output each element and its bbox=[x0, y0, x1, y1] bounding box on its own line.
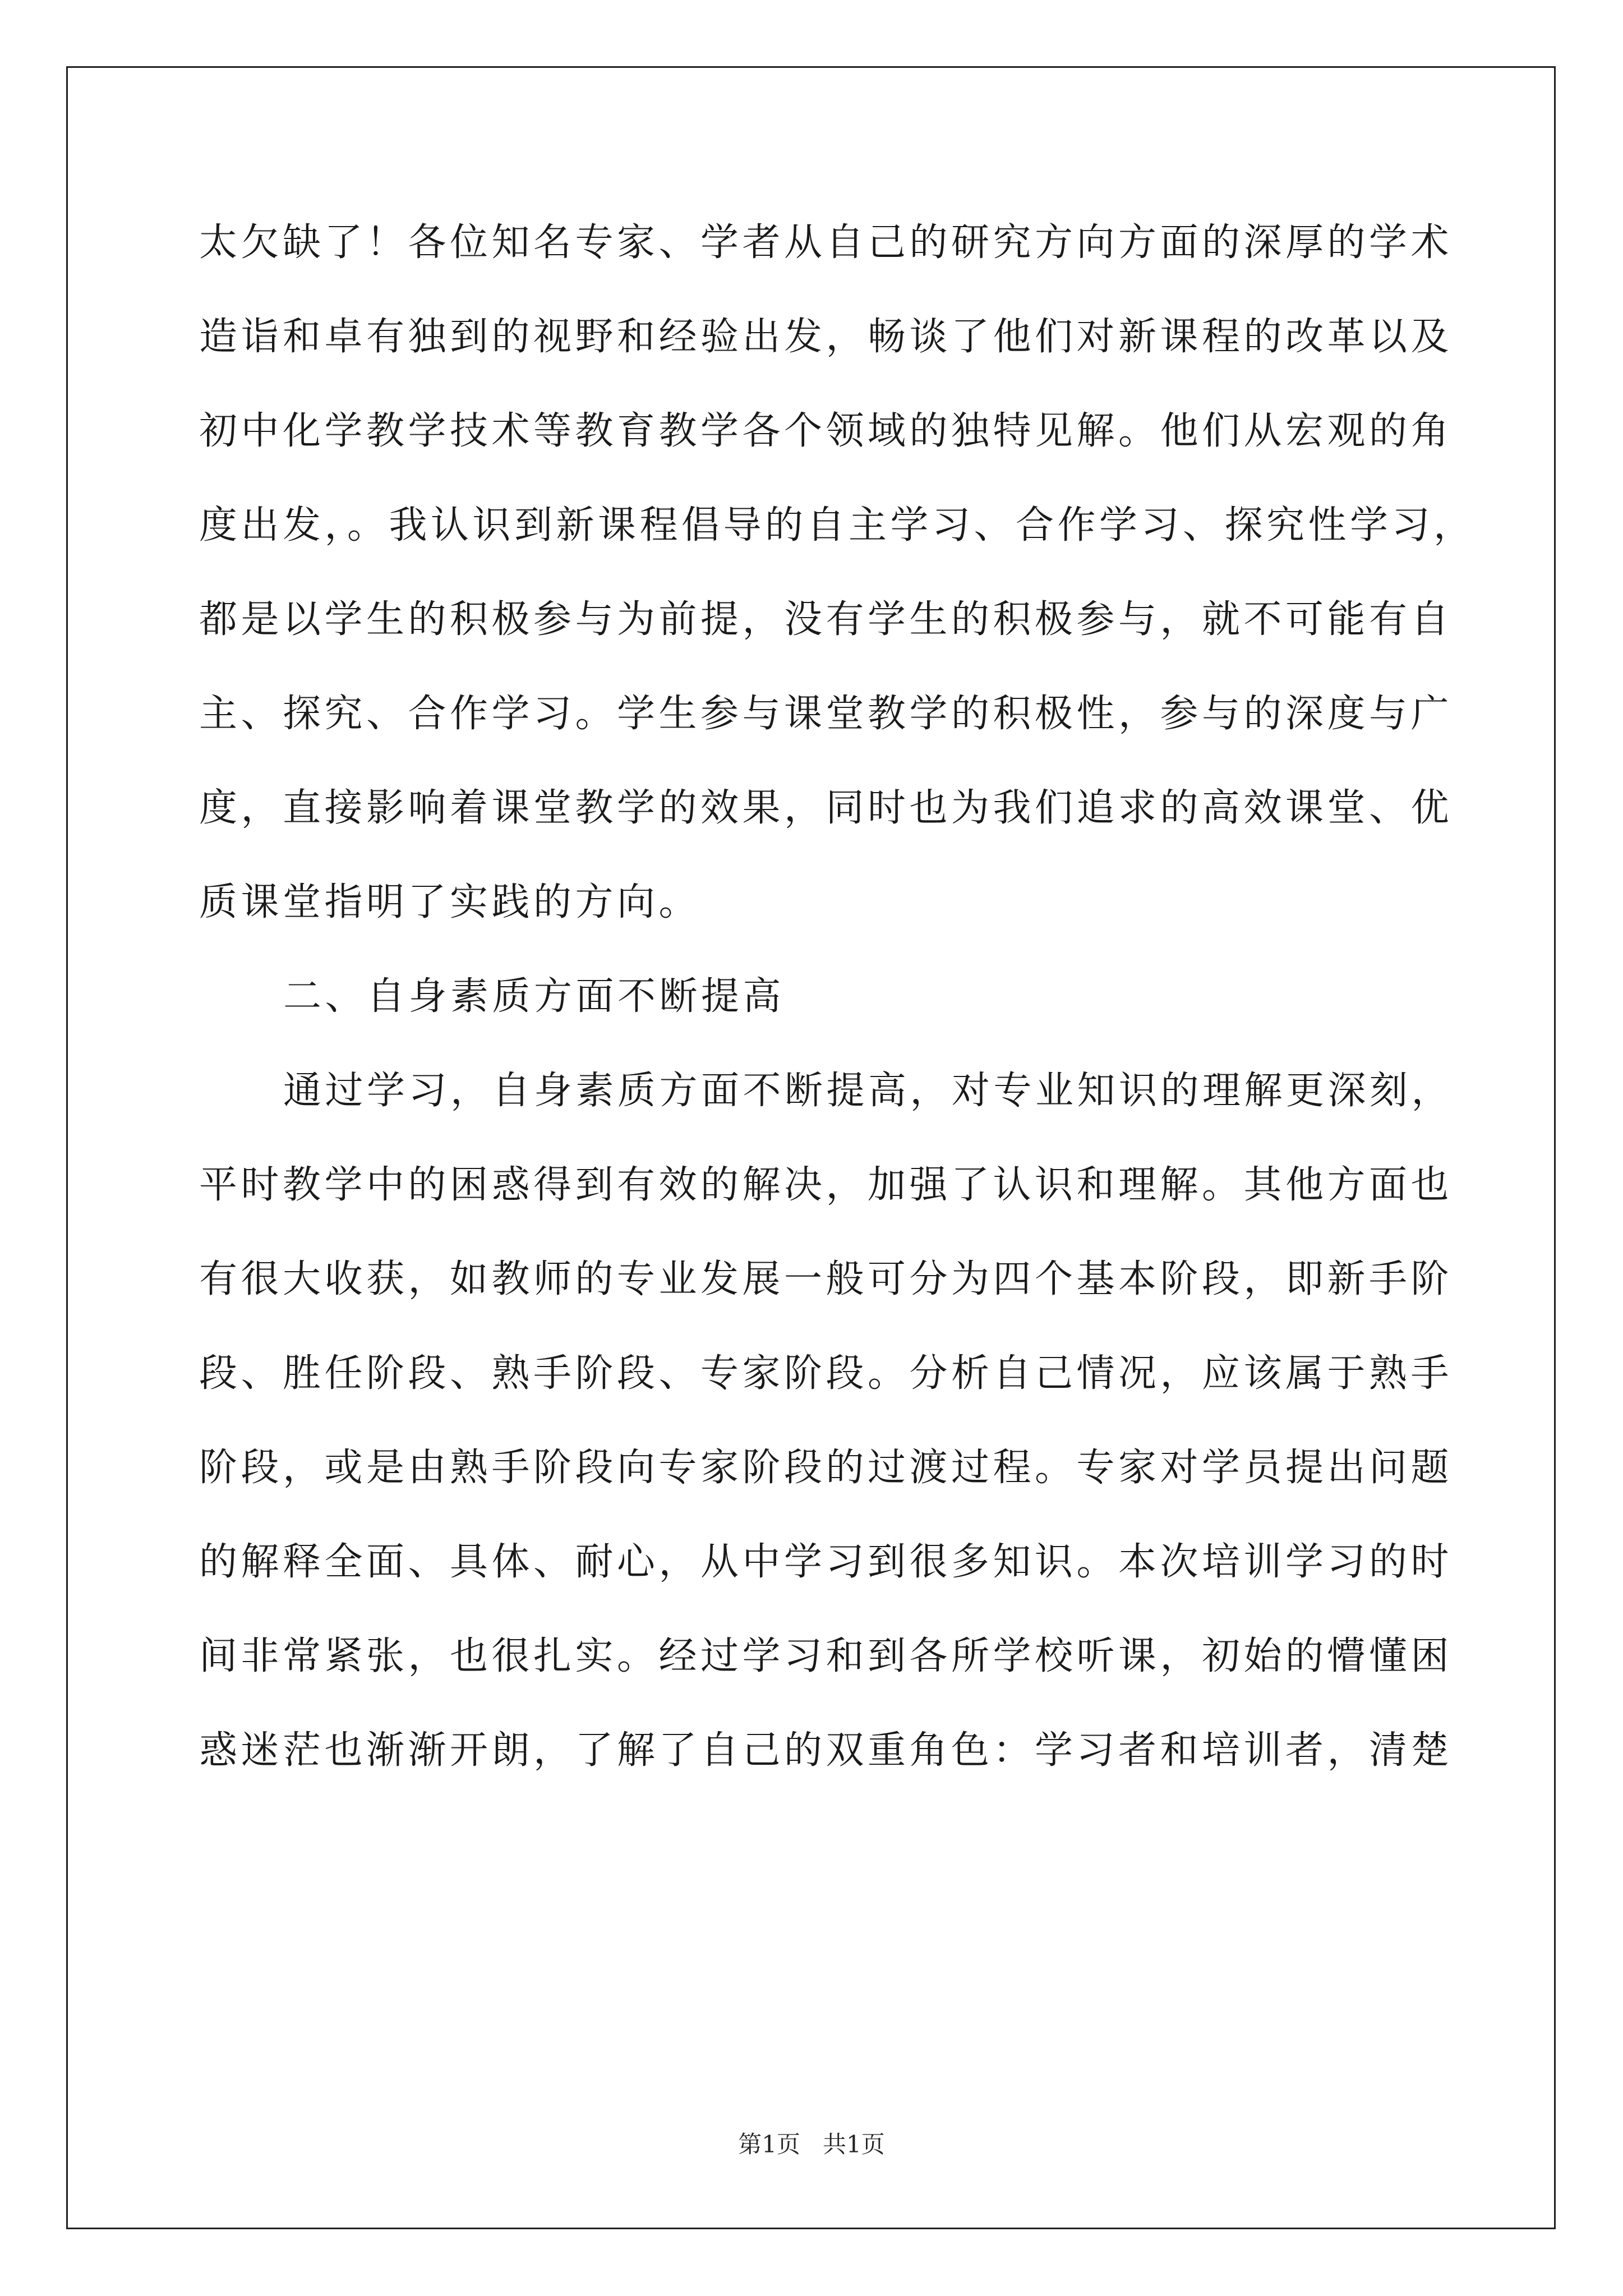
text-line: 有很大收获，如教师的专业发展一般可分为四个基本阶段，即新手阶 bbox=[199, 1257, 1453, 1301]
page-footer: 第1页 共1页 bbox=[738, 2131, 885, 2158]
text-line: 太欠缺了！各位知名专家、学者从自己的研究方向方面的深厚的学术 bbox=[199, 220, 1453, 265]
text-line: 间非常紧张，也很扎实。经过学习和到各所学校听课，初始的懵懂困 bbox=[199, 1634, 1453, 1678]
text-line: 度出发，。我认识到新课程倡导的自主学习、合作学习、探究性学习， bbox=[199, 503, 1476, 547]
text-line: 通过学习，自身素质方面不断提高，对专业知识的理解更深刻， bbox=[283, 1069, 1454, 1113]
text-line: 主、探究、合作学习。学生参与课堂教学的积极性，参与的深度与广 bbox=[199, 692, 1453, 736]
page-border bbox=[66, 66, 1556, 2229]
text-line: 阶段，或是由熟手阶段向专家阶段的过渡过程。专家对学员提出问题 bbox=[199, 1446, 1453, 1490]
text-line: 都是以学生的积极参与为前提，没有学生的积极参与，就不可能有自 bbox=[199, 597, 1453, 642]
text-line: 段、胜任阶段、熟手阶段、专家阶段。分析自己情况，应该属于熟手 bbox=[199, 1351, 1453, 1396]
text-line: 的解释全面、具体、耐心，从中学习到很多知识。本次培训学习的时 bbox=[199, 1540, 1453, 1584]
text-line: 造诣和卓有独到的视野和经验出发，畅谈了他们对新课程的改革以及 bbox=[199, 315, 1453, 359]
text-line: 初中化学教学技术等教育教学各个领域的独特见解。他们从宏观的角 bbox=[199, 409, 1453, 453]
text-line: 质课堂指明了实践的方向。 bbox=[199, 880, 701, 924]
section-heading: 二、自身素质方面不断提高 bbox=[283, 974, 785, 1019]
text-line: 惑迷茫也渐渐开朗，了解了自己的双重角色：学习者和培训者，清楚 bbox=[199, 1728, 1453, 1773]
text-line: 度，直接影响着课堂教学的效果，同时也为我们追求的高效课堂、优 bbox=[199, 786, 1453, 830]
text-line: 平时教学中的困惑得到有效的解决，加强了认识和理解。其他方面也 bbox=[199, 1163, 1453, 1207]
